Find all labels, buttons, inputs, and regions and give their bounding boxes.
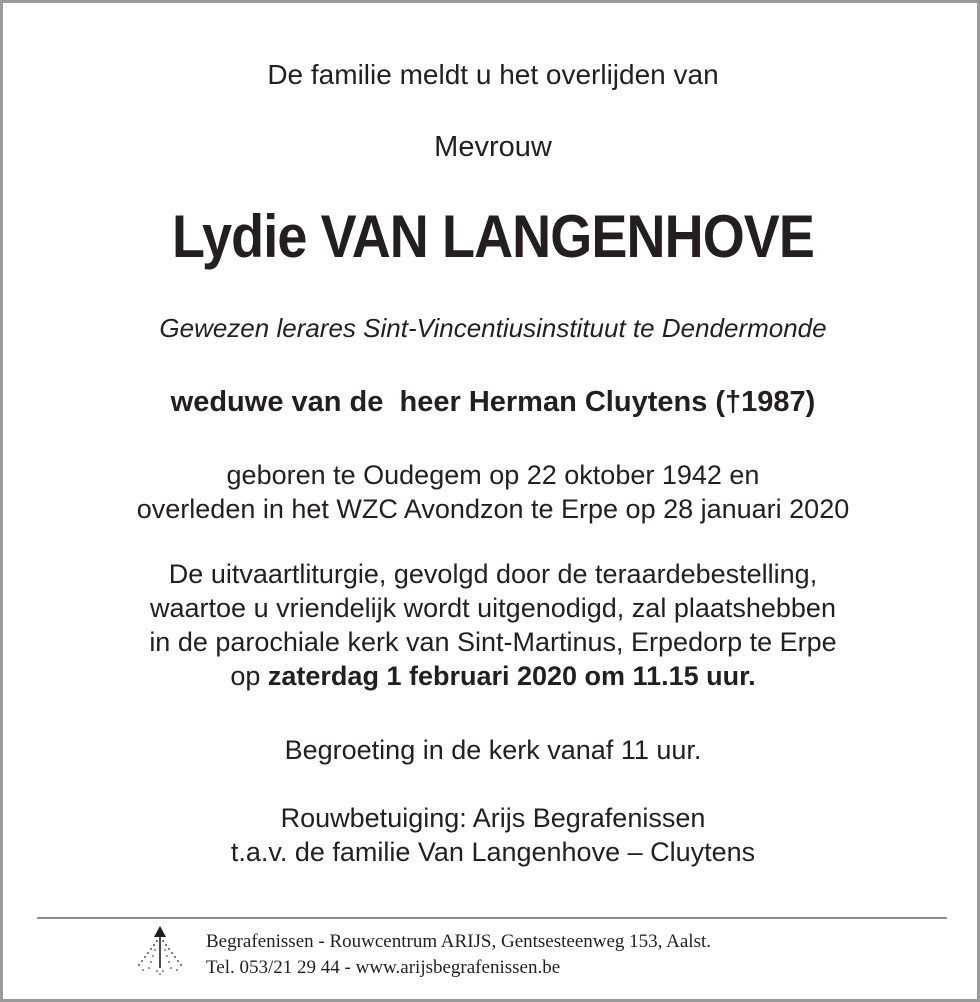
greeting-text: Begroeting in de kerk vanaf 11 uur. — [284, 735, 702, 765]
condolence-line: Rouwbetuiging: Arijs Begrafenissen — [280, 803, 706, 833]
funeral-date-line — [3, 659, 980, 693]
funeral-home-contact: Tel. 053/21 29 44 - www.arijsbegrafenissen.be — [206, 957, 561, 978]
funeral-date: zaterdag 1 februari 2020 om 11.15 uur. — [267, 661, 756, 691]
footer-divider — [37, 917, 947, 919]
condolence-address — [3, 801, 980, 869]
funeral-details — [3, 557, 980, 693]
cross-arrow-icon — [133, 924, 187, 978]
funeral-line: De uitvaartliturgie, gevolgd door de teraardebestelling, — [168, 559, 818, 589]
birth-line: geboren te Oudegem op 22 oktober 1942 en — [226, 460, 760, 490]
condolence-line: t.a.v. de familie Van Langenhove – Cluytens — [230, 837, 756, 867]
honorific-title: Mevrouw — [434, 131, 552, 163]
funeral-home-address: Begrafenissen - Rouwcentrum ARIJS, Gentsesteenweg 153, Aalst. — [206, 931, 711, 952]
deceased-name: Lydie VAN LANGENHOVE — [171, 203, 815, 270]
funeral-date-prefix: op — [230, 661, 268, 691]
funeral-home-footer — [206, 929, 711, 981]
funeral-line: in de parochiale kerk van Sint-Martinus, Erpedorp te Erpe — [149, 627, 837, 657]
birth-death-dates — [3, 458, 980, 526]
intro-text: De familie meldt u het overlijden van — [267, 59, 719, 90]
widow-line: weduwe van de heer Herman Cluytens (†1987) — [170, 386, 816, 418]
funeral-line: waartoe u vriendelijk wordt uitgenodigd, zal plaatshebben — [150, 593, 836, 623]
former-occupation: Gewezen lerares Sint-Vincentiusinstituut te Dendermonde — [159, 313, 827, 343]
death-line: overleden in het WZC Avondzon te Erpe op 28 januari 2020 — [136, 494, 850, 524]
